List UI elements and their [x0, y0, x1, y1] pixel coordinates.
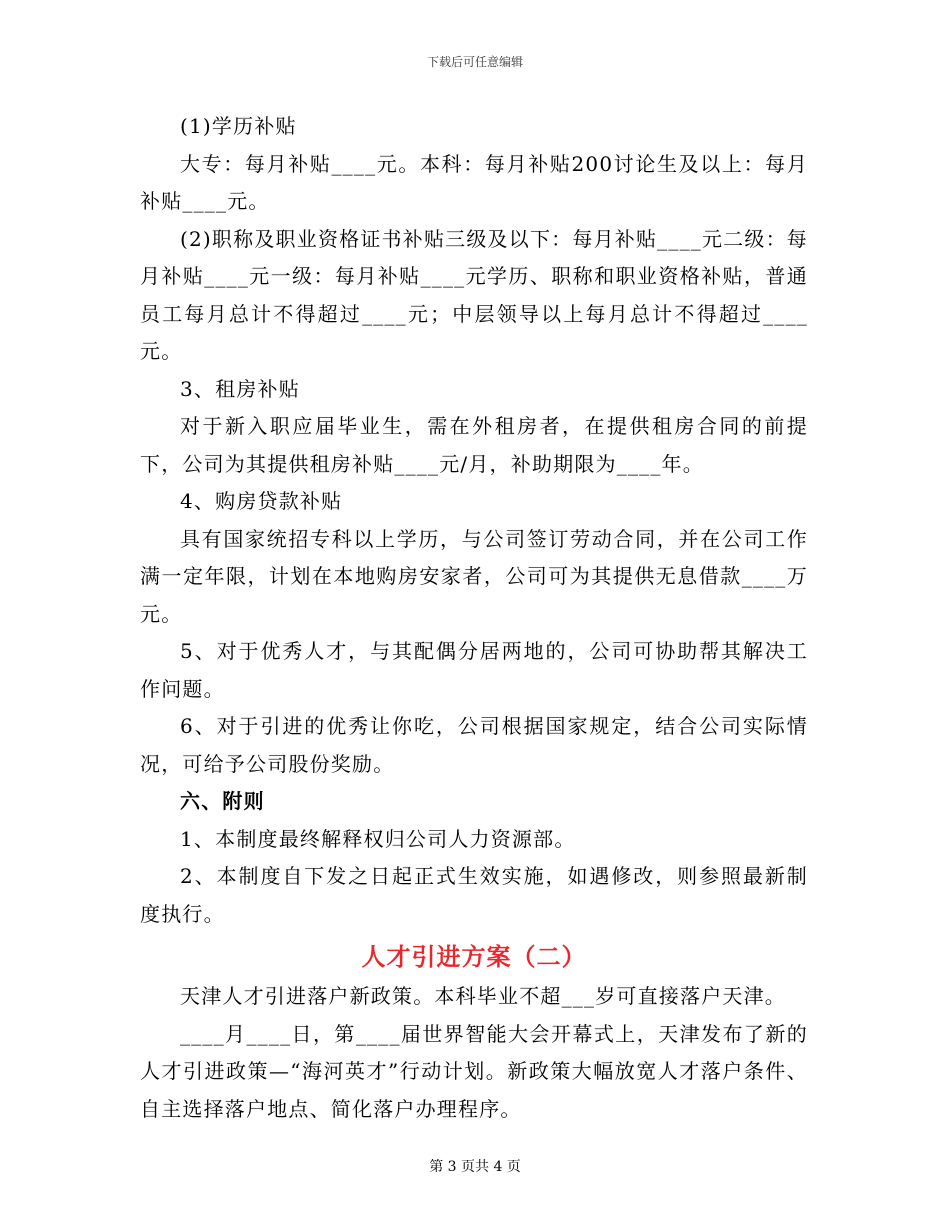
section-heading-plan-2: 人才引进方案（二）	[361, 943, 587, 971]
section-housing-loan: 4、购房贷款补贴	[180, 489, 343, 513]
paragraph-share-reward: 6、对于引进的优秀让你吃，公司根据国家规定，结合公司实际情况，可给予公司股份奖励。	[140, 714, 808, 776]
paragraph-education-amounts: 大专：每月补贴____元。本科：每月补贴200讨论生及以上：每月补贴____元。	[140, 151, 808, 213]
document-body	[140, 108, 808, 1128]
paragraph-tianjin-policy: 天津人才引进落户新政策。本科毕业不超___岁可直接落户天津。	[180, 984, 786, 1008]
section-rent-subsidy: 3、租房补贴	[180, 376, 300, 401]
section-appendix: 六、附则	[180, 789, 265, 813]
paragraph-housing-loan: 具有国家统招专科以上学历，与公司签订劳动合同，并在公司工作满一定年限，计划在本地购房安家者，公司可为其提供无息借款____万元。	[140, 526, 808, 626]
paragraph-appendix-1: 1、本制度最终解释权归公司人力资源部。	[180, 826, 576, 851]
paragraph-rent-subsidy: 对于新入职应届毕业生，需在外租房者，在提供租房合同的前提下，公司为其提供租房补贴____元/月，补助期限为____年。	[140, 414, 808, 476]
paragraph-appendix-2: 2、本制度自下发之日起正式生效实施，如遇修改，则参照最新制度执行。	[140, 864, 808, 926]
paragraph-spouse-support: 5、对于优秀人才，与其配偶分居两地的，公司可协助帮其解决工作问题。	[140, 639, 808, 701]
paragraph-title-certificate-subsidy: (2)职称及职业资格证书补贴三级及以下：每月补贴____元二级：每月补贴____元一级：每月补贴____元学历、职称和职业资格补贴，普通员工每月总计不得超过____元；中层领导以上每月总计不得超过____元。	[140, 226, 808, 363]
section-education-subsidy: (1)学历补贴	[180, 114, 297, 138]
page-footer: 第 3 页共 4 页	[429, 1159, 521, 1175]
page-header: 下载后可任意编辑	[426, 55, 523, 69]
paragraph-haihe-talent: ____月____日，第____届世界智能大会开幕式上，天津发布了新的人才引进政策—“海河英才”行动计划。新政策大幅放宽人才落户条件、自主选择落户地点、简化落户办理程序。	[140, 1021, 808, 1121]
